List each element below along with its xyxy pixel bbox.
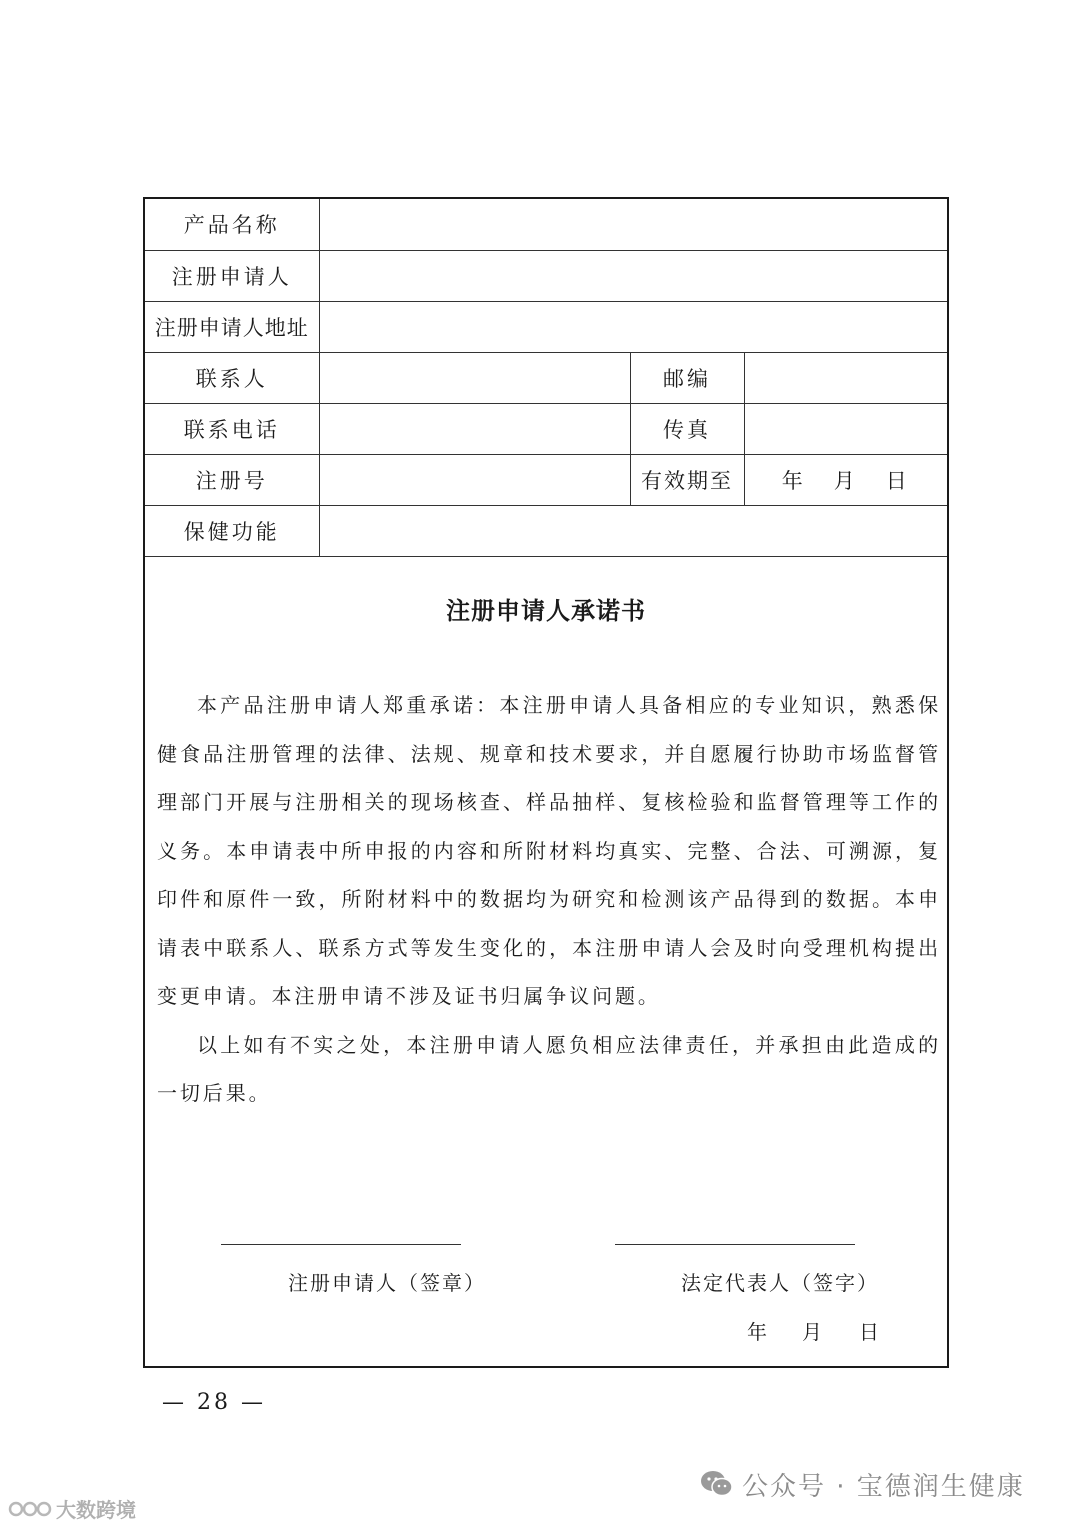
row-reg-number: [145, 454, 947, 505]
field-phone[interactable]: [319, 403, 630, 454]
sign-date-day: 日: [859, 1320, 879, 1344]
legal-rep-signature-line[interactable]: [615, 1244, 855, 1245]
field-applicant-address[interactable]: [319, 301, 947, 352]
field-health-function[interactable]: [319, 505, 947, 556]
field-contact-person[interactable]: [319, 352, 630, 403]
field-postal-code[interactable]: [744, 352, 947, 403]
field-applicant[interactable]: [319, 250, 947, 301]
wechat-watermark-text: 公众号 · 宝德润生健康: [742, 1471, 1025, 1502]
pledge-paragraph-2: 以上如有不实之处，本注册申请人愿负相应法律责任，并承担由此造成的一切后果。: [157, 1032, 941, 1105]
wechat-icon: [700, 1469, 734, 1499]
label-product-name: 产品名称: [145, 199, 319, 250]
label-health-function: 保健功能: [145, 505, 319, 556]
application-form: [143, 197, 949, 1368]
label-applicant: 注册申请人: [145, 250, 319, 301]
legal-rep-sign-label: 法定代表人（签字）: [681, 1271, 879, 1295]
label-postal-code: 邮编: [630, 352, 744, 403]
field-valid-until[interactable]: [744, 454, 947, 505]
row-applicant: [145, 250, 947, 301]
watermark-logo-icon: [8, 1498, 52, 1520]
applicant-signature-line[interactable]: [221, 1244, 461, 1245]
date-month: 月: [833, 468, 858, 493]
row-contact: [145, 352, 947, 403]
corner-watermark-text: 大数跨境: [56, 1498, 136, 1522]
row-phone: [145, 403, 947, 454]
label-fax: 传真: [630, 403, 744, 454]
info-table: [145, 199, 947, 557]
label-reg-number: 注册号: [145, 454, 319, 505]
label-valid-until: 有效期至: [630, 454, 744, 505]
row-applicant-address: [145, 301, 947, 352]
field-fax[interactable]: [744, 403, 947, 454]
date-day: 日: [885, 468, 910, 493]
field-product-name[interactable]: [319, 199, 947, 250]
page-number: — 28 —: [162, 1390, 266, 1415]
pledge-paragraph-1: 本产品注册申请人郑重承诺：本注册申请人具备相应的专业知识，熟悉保健食品注册管理的法律、法规、规章和技术要求，并自愿履行协助市场监督管理部门开展与注册相关的现场核查、样品抽样、复核检验和监督管理等工作的义务。本申请表中所申报的内容和所附材料均真实、完整、合法、可溯源，复印件和原件一致，所附材料中的数据均为研究和检测该产品得到的数据。本申请表中联系人、联系方式等发生变化的，本注册申请人会及时向受理机构提出变更申请。本注册申请不涉及证书归属争议问题。: [157, 693, 941, 1008]
label-contact-person: 联系人: [145, 352, 319, 403]
sign-date-month: 月: [802, 1320, 822, 1344]
pledge-title: 注册申请人承诺书: [446, 596, 646, 625]
wechat-watermark: [700, 1465, 1025, 1503]
label-phone: 联系电话: [145, 403, 319, 454]
corner-watermark: [8, 1494, 136, 1523]
row-product-name: [145, 199, 947, 250]
sign-date-year: 年: [747, 1320, 767, 1344]
label-applicant-address: 注册申请人地址: [145, 301, 319, 352]
pledge-body: [157, 681, 941, 1118]
date-year: 年: [781, 468, 806, 493]
applicant-seal-label: 注册申请人（签章）: [288, 1271, 486, 1295]
field-reg-number[interactable]: [319, 454, 630, 505]
row-health-function: [145, 505, 947, 556]
